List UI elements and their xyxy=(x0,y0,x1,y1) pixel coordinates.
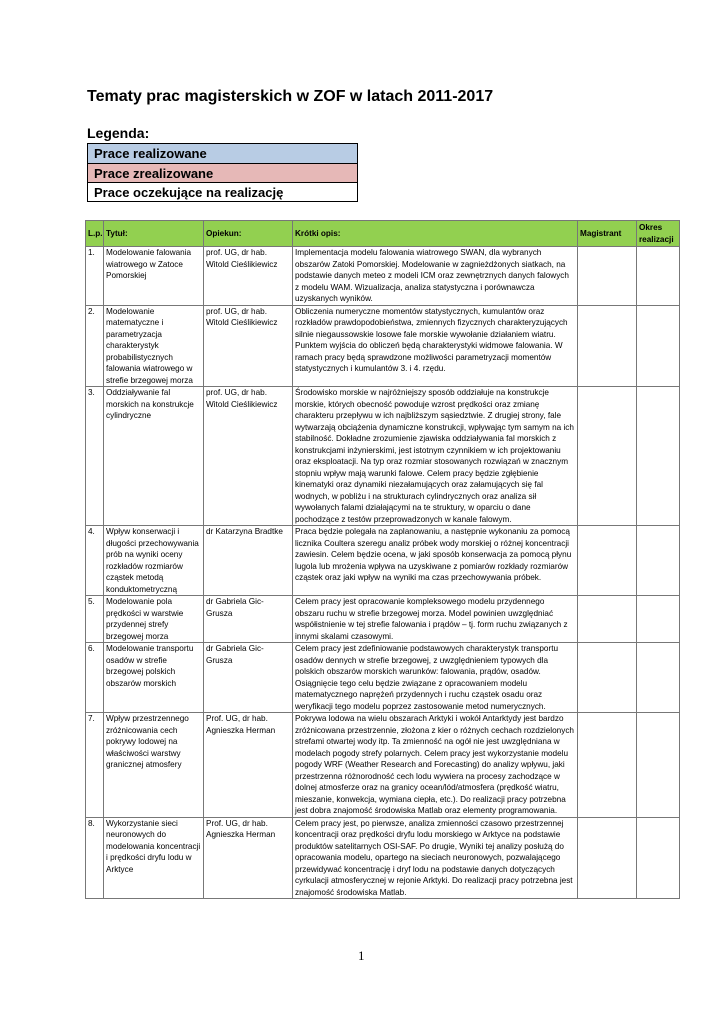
table-header-row xyxy=(86,221,680,247)
table-row xyxy=(86,305,680,387)
cell-period xyxy=(637,247,680,306)
cell-lp: 8. xyxy=(86,817,104,899)
legend-item-realizowane xyxy=(88,144,357,163)
cell-title: Wpływ przestrzennego zróżnicowania cech pokrywy lodowej na właściwości warstwy granicznej atmosfery xyxy=(104,713,204,818)
cell-supervisor: prof. UG, dr hab. Witold Cieślikiewicz xyxy=(204,387,293,526)
legend-item-label: Prace oczekujące na realizację xyxy=(94,185,284,200)
table-row xyxy=(86,713,680,818)
table-row xyxy=(86,387,680,526)
cell-period xyxy=(637,387,680,526)
header-title: Tytuł: xyxy=(104,221,204,247)
cell-period xyxy=(637,305,680,387)
cell-lp: 7. xyxy=(86,713,104,818)
page-title: Tematy prac magisterskich w ZOF w latach 2011-2017 xyxy=(87,88,494,105)
cell-supervisor: Prof. UG, dr hab. Agnieszka Herman xyxy=(204,817,293,899)
cell-student xyxy=(578,305,637,387)
cell-description: Implementacja modelu falowania wiatrowego SWAN, dla wybranych obszarów Zatoki Pomorskiej. Modelowanie w zagnieżdżonych siatkach, na podstawie danych meteo z modeli ICM oraz zewnętrznych danych falowych z modelu WAM. Wizualizacja, analiza statystyczna i porównawcza uzyskanych wyników. xyxy=(293,247,578,306)
legend-item-label: Prace zrealizowane xyxy=(94,166,214,181)
cell-student xyxy=(578,526,637,596)
topics-table xyxy=(85,220,680,899)
cell-lp: 5. xyxy=(86,596,104,643)
cell-lp: 3. xyxy=(86,387,104,526)
cell-description: Środowisko morskie w najróżniejszy sposób oddziałuje na konstrukcje morskie, których obecność powoduje wzrost prędkości oraz zmianę charakteru przepływu w ich najbliższym sąsiedztwie. Z drugiej strony, fale wytwarzają obciążenia dynamiczne konstrukcji, wpływając tym samym na ich stabilność. Dokładne zrozumienie zjawiska oddziaływania fal morskich z konstrukcjami inżynierskimi, jest istotnym czynnikiem w ich projektowaniu oraz eksploatacji. Na typ oraz rozmiar stosowanych rozwiązań w znacznym stopniu wpływ mają warunki falowe. Celem pracy będzie zgłębienie kinematyki oraz dynamiki niezałamujących oraz załamujących się fal wodnych, w pobliżu i na strukturach cylindrycznych oraz analiza sił wywołanych falami działającymi na te struktury, w oparciu o dane pochodzące z testów przeprowadzonych w kanale falowym. xyxy=(293,387,578,526)
cell-student xyxy=(578,247,637,306)
cell-period xyxy=(637,817,680,899)
legend-item-zrealizowane xyxy=(88,163,357,182)
cell-student xyxy=(578,817,637,899)
legend-item-label: Prace realizowane xyxy=(94,146,207,161)
cell-title: Modelowanie pola prędkości w warstwie przydennej strefy brzegowej morza xyxy=(104,596,204,643)
cell-description: Obliczenia numeryczne momentów statystycznych, kumulantów oraz rozkładów prawdopodobieństwa, zmiennych fizycznych charakteryzujących silnie niegaussowskie losowe fale morskie wywołanie działaniem wiatru. Punktem wyjścia do obliczeń będą charakterystyki widmowe falowania. W ramach pracy będą sprawdzone możliwości parametryzacji momentów statystycznych i kumulantów 3. i 4. rzędu. xyxy=(293,305,578,387)
header-description: Krótki opis: xyxy=(293,221,578,247)
page-number: 1 xyxy=(358,948,365,963)
cell-lp: 4. xyxy=(86,526,104,596)
cell-description: Celem pracy jest zdefiniowanie podstawowych charakterystyk transportu osadów dennych w strefie brzegowej, z uwzględnieniem typowych dla polskich obszarów morskich warunków: falowania, prądów, osadów. Osiągnięcie tego celu będzie związane z opracowaniem modelu matematycznego naprężeń przydennych i ruchu cząstek osadu oraz weryfikacji tego modelu poprzez zastosowanie metod numerycznych. xyxy=(293,643,578,713)
cell-title: Wpływ konserwacji i długości przechowywania prób na wyniki oceny rozkładów rozmiarów cząstek metodą konduktometryczną xyxy=(104,526,204,596)
cell-period xyxy=(637,713,680,818)
cell-title: Oddziaływanie fal morskich na konstrukcje cylindryczne xyxy=(104,387,204,526)
cell-title: Modelowanie transportu osadów w strefie brzegowej polskich obszarów morskich xyxy=(104,643,204,713)
cell-lp: 2. xyxy=(86,305,104,387)
cell-description: Pokrywa lodowa na wielu obszarach Arktyki i wokół Antarktydy jest bardzo zróżnicowana przestrzennie, złożona z kier o różnych cechach rozdzielonych strefami otwartej wody itp. Ta zmienność na ogół nie jest uwzględniana w modelach pogody strefy polarnych. Celem pracy jest wykorzystanie modelu pogody WRF (Weather Research and Forecasting) do analizy wpływu, jaki przestrzenna różnorodność cech lodu wywiera na procesy zachodzące w dolnej atmosferze oraz na granicy ocean/lód/atmosfera (prędkość wiatru, mieszanie, konwekcja, wymiana ciepła, etc.). Do realizacji pracy potrzebna jest dobra znajomość środowiska Matlab oraz elementy programowania. xyxy=(293,713,578,818)
cell-supervisor: dr Katarzyna Bradtke xyxy=(204,526,293,596)
cell-student xyxy=(578,713,637,818)
table-row xyxy=(86,247,680,306)
legend-heading: Legenda: xyxy=(87,125,150,141)
header-lp: L.p. xyxy=(86,221,104,247)
table-row xyxy=(86,643,680,713)
table-row xyxy=(86,596,680,643)
header-supervisor: Opiekun: xyxy=(204,221,293,247)
cell-lp: 1. xyxy=(86,247,104,306)
cell-student xyxy=(578,387,637,526)
legend-item-oczekujace xyxy=(88,182,357,201)
header-student: Magistrant xyxy=(578,221,637,247)
table-row xyxy=(86,526,680,596)
cell-supervisor: prof. UG, dr hab. Witold Cieślikiewicz xyxy=(204,305,293,387)
cell-period xyxy=(637,596,680,643)
header-period: Okres realizacji xyxy=(637,221,680,247)
cell-period xyxy=(637,643,680,713)
cell-period xyxy=(637,526,680,596)
cell-supervisor: prof. UG, dr hab. Witold Cieślikiewicz xyxy=(204,247,293,306)
cell-title: Modelowanie matematyczne i parametryzacja charakterystyk probabilistycznych falowania wiatrowego w strefie brzegowej morza xyxy=(104,305,204,387)
cell-description: Praca będzie polegała na zaplanowaniu, a następnie wykonaniu za pomocą licznika Coultera szeregu analiz próbek wody morskiej o różnej koncentracji zawiesin. Celem będzie ocena, w jaki sposób konserwacja za pomocą płynu lugola lub mrożenia wpływa na uzyskiwane z pomiarów rozkłady rozmiarów cząstek oraz jaki wpływ na wyniki ma czas przechowywania próbek. xyxy=(293,526,578,596)
table-row xyxy=(86,817,680,899)
cell-supervisor: Prof. UG, dr hab. Agnieszka Herman xyxy=(204,713,293,818)
cell-description: Celem pracy jest, po pierwsze, analiza zmienności czasowo przestrzennej koncentracji oraz prędkości dryfu lodu morskiego w Arktyce na podstawie produktów satelitarnych OSI-SAF. Po drugie, Wyniki tej analizy posłużą do opracowania modelu, opartego na sieciach neuronowych, pozwalającego przewidywać koncentrację i dryf lodu na podstawie danych dotyczących cyrkulacji atmosferycznej w rejonie Arktyki. Do realizacji pracy potrzebna jest znajomość środowiska Matlab. xyxy=(293,817,578,899)
legend-box xyxy=(87,143,358,202)
cell-student xyxy=(578,596,637,643)
cell-title: Modelowanie falowania wiatrowego w Zatoce Pomorskiej xyxy=(104,247,204,306)
cell-student xyxy=(578,643,637,713)
cell-title: Wykorzystanie sieci neuronowych do modelowania koncentracji i prędkości dryfu lodu w Arktyce xyxy=(104,817,204,899)
cell-supervisor: dr Gabriela Gic-Grusza xyxy=(204,643,293,713)
cell-lp: 6. xyxy=(86,643,104,713)
cell-supervisor: dr Gabriela Gic-Grusza xyxy=(204,596,293,643)
cell-description: Celem pracy jest opracowanie kompleksowego modelu przydennego obszaru ruchu w strefie brzegowej morza. Model powinien uwzględniać współistnienie w tej strefie falowania i prądów – tj. form ruchu związanych z innymi skalami czasowymi. xyxy=(293,596,578,643)
